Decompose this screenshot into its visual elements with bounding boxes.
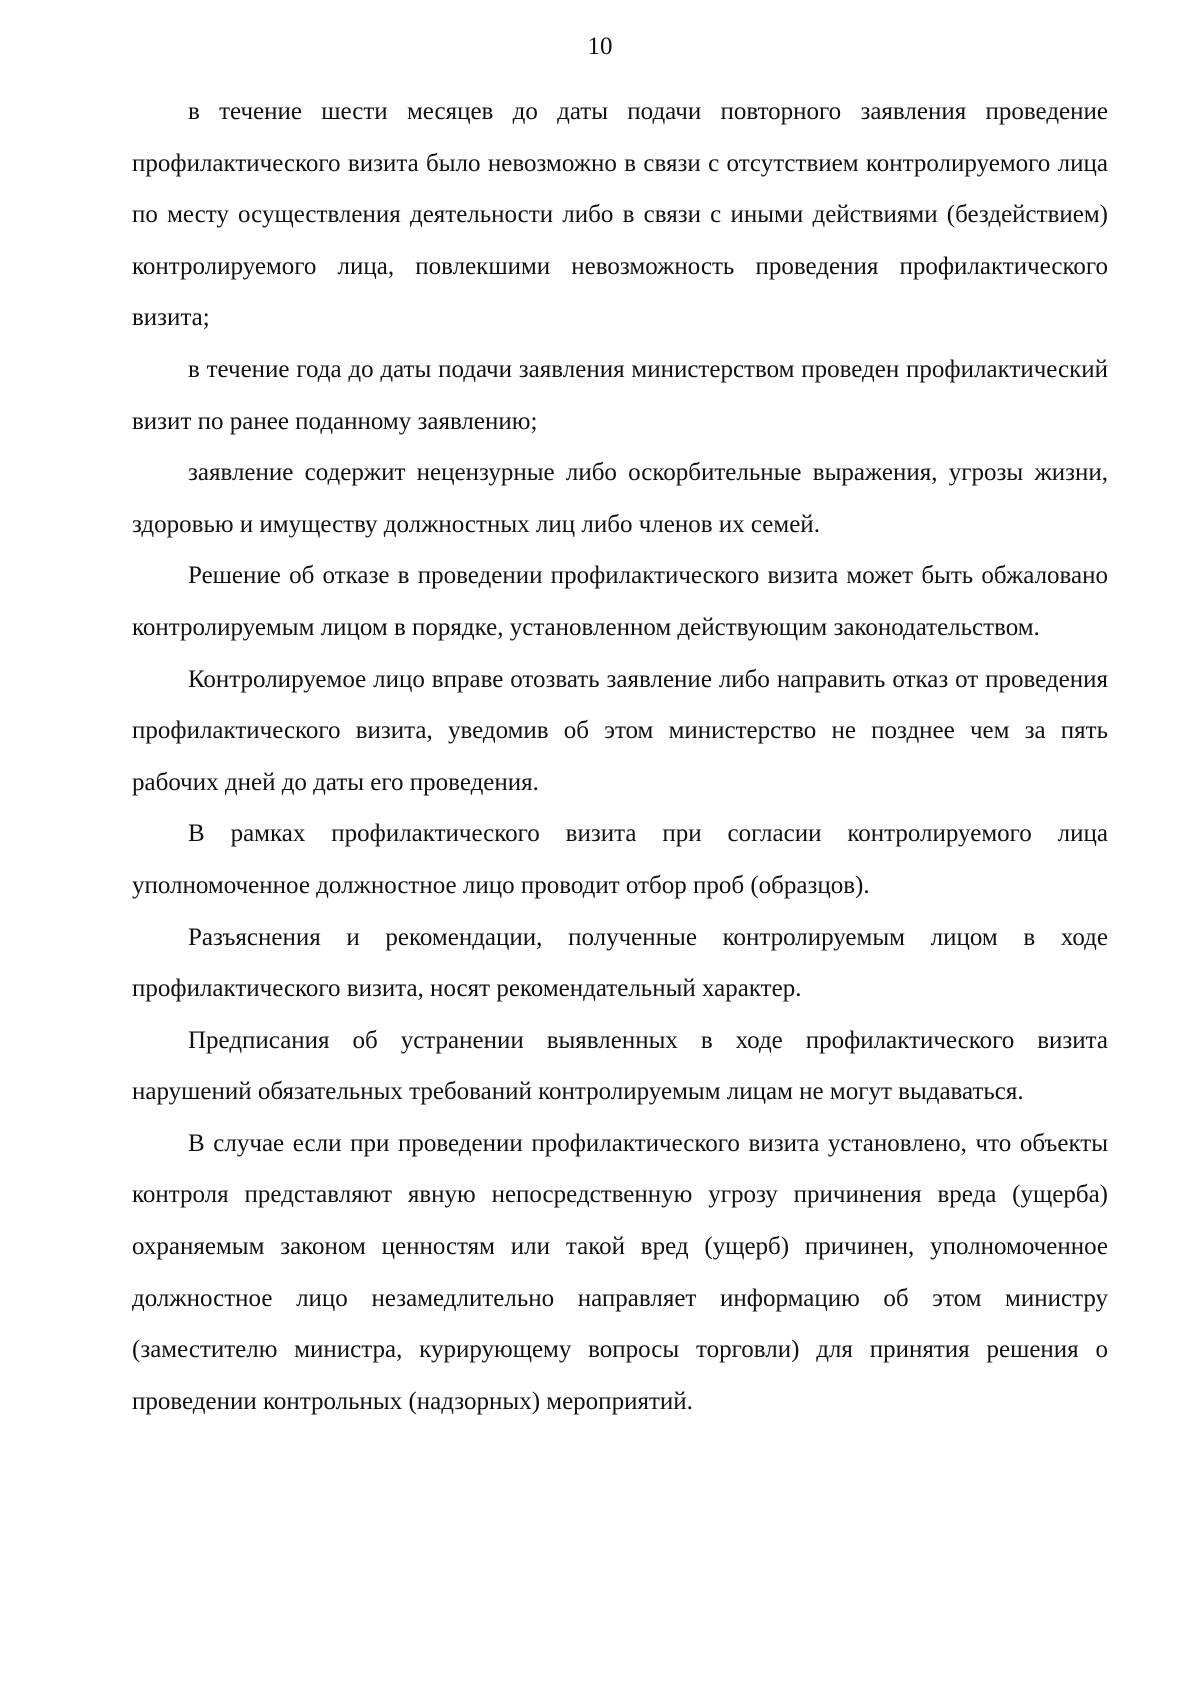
paragraph-refusal-reason-absence: в течение шести месяцев до даты подачи повторного заявления проведение профилактического визита было невозможно в связи с отсутствием контролируемого лица по месту осуществления деятельности либо в связи с иными действиями (бездействием) контролируемого лица, повлекшими невозможность проведения профилактического визита;	[132, 98, 1108, 332]
paragraph-refusal-appeal: Решение об отказе в проведении профилактического визита может быть обжаловано контролируемым лицом в порядке, установленном действующим законодательством.	[132, 562, 1108, 641]
paragraph-threat-case: В случае если при проведении профилактического визита установлено, что объекты контроля представляют явную непосредственную угрозу причинения вреда (ущерба) охраняемым законом ценностям или такой вред (ущерб) причинен, уполномоченное должностное лицо незамедлительно направляет информацию об этом министру (заместителю министра, курирующему вопросы торговли) для принятия решения о проведении контрольных (надзорных) мероприятий.	[132, 1129, 1108, 1415]
page-number: 10	[587, 33, 613, 60]
paragraph-recommendations: Разъяснения и рекомендации, полученные контролируемым лицом в ходе профилактического визита, носят рекомендательный характер.	[132, 923, 1108, 1003]
paragraph-refusal-reason-repeat-visit: в течение года до даты подачи заявления министерством проведен профилактический визит по ранее поданному заявлению;	[132, 355, 1108, 435]
paragraph-withdraw-application: Контролируемое лицо вправе отозвать заявление либо направить отказ от проведения профилактического визита, уведомив об этом министерство не позднее чем за пять рабочих дней до даты его проведения.	[132, 665, 1108, 796]
paragraph-no-orders: Предписания об устранении выявленных в ходе профилактического визита нарушений обязательных требований контролируемым лицам не могут выдаваться.	[132, 1026, 1108, 1106]
paragraph-refusal-reason-obscene-content: заявление содержит нецензурные либо оскорбительные выражения, угрозы жизни, здоровью и имуществу должностных лиц либо членов их семей.	[132, 459, 1108, 538]
document-body	[132, 86, 1108, 1427]
paragraph-sampling: В рамках профилактического визита при согласии контролируемого лица уполномоченное должностное лицо проводит отбор проб (образцов).	[132, 820, 1108, 899]
